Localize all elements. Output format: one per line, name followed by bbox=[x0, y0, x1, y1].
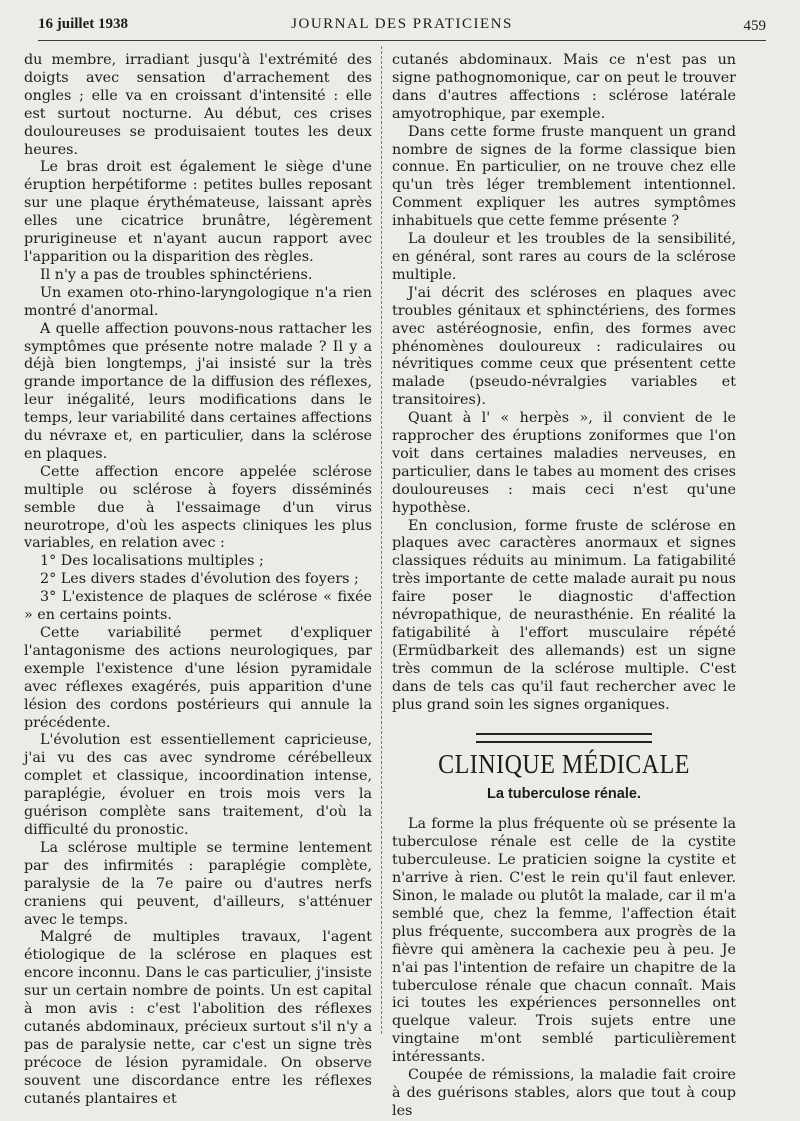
right-column bbox=[392, 52, 736, 1121]
section-title: CLINIQUE MÉDICALE bbox=[438, 749, 690, 780]
paragraph: En conclusion, forme fruste de sclérose en plaques avec caractères anormaux et signes classiques réduits au minimum. La fatigabilité très importante de cette malade aurait pu nous faire poser le diagnostic d'affection névropathique, de neurasthénie. En réalité la fatigabilité à l'effort musculaire répété (Ermüdbarkeit des allemands) est un signe très commun de la sclérose multiple. C'est dans de tels cas qu'il faut rechercher avec le plus grand soin les signes organiques. bbox=[392, 517, 736, 713]
paragraph: cutanés abdominaux. Mais ce n'est pas un signe pathognomonique, car on peut le trouver dans d'autres affections : sclérose latérale amyotrophique, par exemple. bbox=[392, 52, 736, 122]
section-separator-ornament bbox=[476, 733, 652, 743]
paragraph: Dans cette forme fruste manquent un grand nombre de signes de la forme classique bien connue. En particulier, on ne trouve chez elle qu'un très léger tremblement intentionnel. Comment expliquer les autres symptômes inhabituels que cette femme présente ? bbox=[392, 123, 736, 230]
article-title: La tuberculose rénale. bbox=[487, 786, 641, 803]
list-item: 3° L'existence de plaques de sclérose « fixée » en certains points. bbox=[24, 589, 372, 624]
paragraph: L'évolution est essentiellement capricieuse, j'ai vu des cas avec syndrome cérébelleux complet et classique, incoordination intense, paraplégie, évoluer en trois mois vers la guérison complète sans traitement, d'où la difficulté du pronostic. bbox=[24, 732, 372, 838]
paragraph: A quelle affection pouvons-nous rattacher les symptômes que présente notre malade ? Il y a déjà bien longtemps, j'ai insisté sur la très grande importance de la diffusion des réflexes, leur inégalité, leurs modifications dans le temps, leur variabilité dans certaines affections du névraxe et, en particulier, dans la sclérose en plaques. bbox=[24, 320, 372, 462]
paragraph: Quant à l' « herpès », il convient de le rapprocher des éruptions zoniformes que l'on voit dans certaines maladies nerveuses, en particulier, dans le tabes au moment des crises douloureuses : mais ceci n'est qu'une hypothèse. bbox=[392, 410, 736, 516]
paragraph: Coupée de rémissions, la maladie fait croire à des guérisons stables, alors que tout à coup les bbox=[392, 1067, 736, 1119]
list-item: 1° Des localisations multiples ; bbox=[40, 553, 264, 570]
paragraph: du membre, irradiant jusqu'à l'extrémité des doigts avec sensation d'arrachement des ongles ; elle va en croissant d'intensité : elle est surtout nocturne. Au début, ces crises douloureuses se produisaient toutes les deux heures. bbox=[24, 52, 372, 158]
paragraph: La douleur et les troubles de la sensibilité, en général, sont rares au cours de la sclérose multiple. bbox=[392, 231, 736, 283]
page-header bbox=[38, 14, 766, 41]
column-divider bbox=[381, 46, 382, 1034]
list-item: 2° Les divers stades d'évolution des foyers ; bbox=[40, 571, 359, 588]
left-column bbox=[24, 52, 372, 1108]
header-date: 16 juillet 1938 bbox=[38, 16, 128, 32]
paragraph: Le bras droit est également le siège d'une éruption herpétiforme : petites bulles reposant sur une plaque érythémateuse, laissant après elles une cicatrice brunâtre, légèrement prurigineuse et n'ayant aucun rapport avec l'apparition ou la disparition des règles. bbox=[24, 159, 372, 265]
paragraph: Cette affection encore appelée sclérose multiple ou sclérose à foyers disséminés semble due à l'essaimage d'un virus neurotrope, d'où les aspects cliniques les plus variables, en relation avec : bbox=[24, 463, 372, 552]
header-page-number: 459 bbox=[743, 18, 766, 34]
header-journal-title: JOURNAL DES PRATICIENS bbox=[291, 16, 513, 32]
paragraph: La sclérose multiple se termine lentement par des infirmités : paraplégie complète, paralysie de la 7e paire ou d'autres nerfs craniens qui peuvent, d'ailleurs, s'atténuer avec le temps. bbox=[24, 839, 372, 928]
paragraph: La forme la plus fréquente où se présente la tuberculose rénale est celle de la cystite tuberculeuse. Le praticien soigne la cystite et n'arrive à rien. C'est le rein qu'il faut enlever. Sinon, le malade ou plutôt la malade, car il m'a semblé que, chez la femme, l'affection était plus fréquente, succombera aux progrès de la fièvre qui amènera la cachexie peu à peu. Je n'ai pas l'intention de refaire un chapitre de la tuberculose rénale que chacun connaît. Mais ici toutes les expériences personnelles ont quelque valeur. Trois sujets entre une vingtaine m'ont semblé particulièrement intéressants. bbox=[392, 816, 736, 1066]
paragraph: Il n'y a pas de troubles sphinctériens. bbox=[40, 266, 313, 283]
paragraph: J'ai décrit des scléroses en plaques avec troubles génitaux et sphinctériens, des formes avec astéréognosie, enfin, des formes avec phénomènes douloureux : radiculaires ou névritiques comme ceux que présentent cette malade (pseudo-névralgies variables et transitoires). bbox=[392, 284, 736, 409]
paragraph: Malgré de multiples travaux, l'agent étiologique de la sclérose en plaques est encore inconnu. Dans le cas particulier, j'insiste sur un certain nombre de points. Un est capital à mon avis : c'est l'abolition des réflexes cutanés abdominaux, précieux surtout s'il n'y a pas de paralysie nette, car c'est un signe très précoce de lésion pyramidale. On observe souvent une discordance entre les réflexes cutanés plantaires et bbox=[24, 929, 372, 1107]
paragraph: Un examen oto-rhino-laryngologique n'a rien montré d'anormal. bbox=[24, 284, 372, 319]
paragraph: Cette variabilité permet d'expliquer l'antagonisme des actions neurologiques, par exemple l'existence d'une lésion pyramidale avec réflexes exagérés, puis apparition d'une lésion des cordons postérieurs qui annule la précédente. bbox=[24, 625, 372, 731]
